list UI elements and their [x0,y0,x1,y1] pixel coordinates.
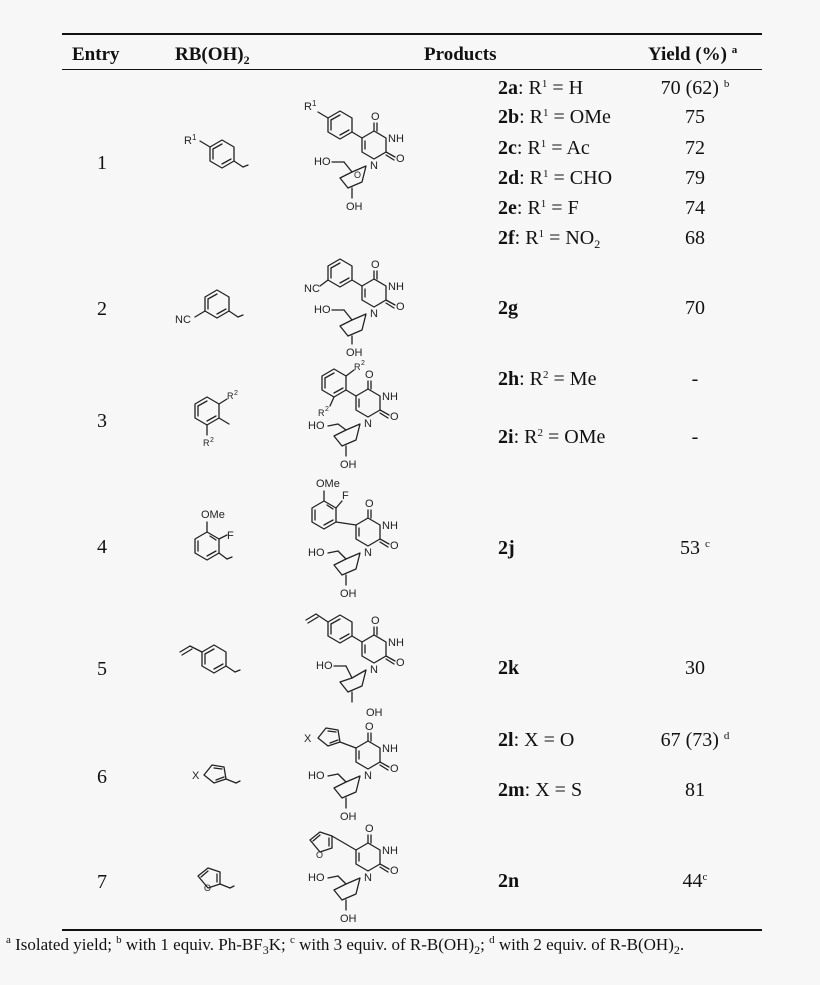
product-label: 2e: $R^1 = F$ [498,197,579,219]
product-structure-5 [300,604,440,724]
label-o: O [354,170,362,180]
yield-value: 68 [685,227,705,249]
label-oh: OH [346,201,363,213]
label-ho: HO [314,304,331,316]
yield-value: - [691,426,699,448]
label-oh: OH [340,913,357,925]
label-r-sup: 2 [361,360,365,367]
reagent-structure-3 [185,390,255,455]
label-nh: NH [388,281,404,293]
label-n: N [364,547,372,559]
label-nh: NH [382,520,398,532]
reagent-structure-5 [170,638,265,688]
label-ho: HO [308,420,325,432]
yield-value: 53 $^c$ [680,537,710,559]
product-label: 2n [498,870,520,892]
yield-value: 79 [685,167,705,189]
product-structure-3 [300,356,440,476]
label-ho: HO [308,770,325,782]
header-reagent-main: RB(OH) [175,44,244,65]
entry-number: 6 [97,766,107,788]
reagent-structure-6 [190,755,260,795]
label-nh: NH [382,845,398,857]
header-yield-note: a [731,44,738,56]
entry-number: 2 [97,298,107,320]
label-ho: HO [308,547,325,559]
label-f: F [342,490,349,502]
label-oh: OH [346,347,363,359]
label-nc: NC [175,314,191,326]
entry-number: 3 [97,410,107,432]
label-o: O [390,411,399,423]
header-reagent [175,42,250,68]
header-yield [648,42,737,68]
yield-value: 30 [685,657,705,679]
reagent-structure-4 [185,506,255,581]
label-ome: OMe [201,509,225,521]
label-o: O [396,657,405,669]
header-reagent-sub: 2 [243,53,250,67]
label-o: O [396,153,405,165]
label-n: N [364,770,372,782]
yield-value: 44$^c$ [682,870,708,892]
label-nh: NH [388,133,404,145]
product-label: 2m: X = S [498,779,583,801]
label-r: R [203,438,210,448]
reagent-structure-2 [175,285,265,335]
label-nh: NH [382,391,398,403]
label-o: O [371,615,380,627]
yield-value: 70 (62) $^b$ [660,77,730,99]
product-structure-4 [300,475,440,605]
label-n: N [370,308,378,320]
label-n: N [370,664,378,676]
label-r: R [184,135,192,147]
table-footnote: $^a$ Isolated yield; $^b$ with 1 equiv. $Ph-BF_3K$; $^c$ with 3 equiv. of $R-B(OH)_2$; $^d$ with 2 equiv. of $R-B(OH)_2$. [6,934,685,957]
product-label: 2l: X = O [498,729,575,751]
label-r-sup: 2 [210,437,214,444]
yield-value: 70 [685,297,705,319]
label-ho: HO [314,156,331,168]
entry-number: 5 [97,658,107,680]
label-ho: HO [308,872,325,884]
reagent-structure-1 [180,135,260,190]
label-r-sup: 1 [192,133,197,142]
yield-value: 74 [685,197,705,219]
entry-number: 1 [97,152,107,174]
yield-value: - [691,368,699,390]
yield-value: 81 [685,779,705,801]
header-rule [62,69,762,70]
label-oh: OH [340,459,357,471]
product-label: 2i: $R^2$ = OMe [498,426,606,448]
product-structure-2 [300,240,440,360]
label-r: R [304,101,312,113]
product-label: 2f: $R^1 = NO_2$ [498,227,601,251]
product-structure-1 [300,98,440,218]
reagent-structure-7 [190,862,260,902]
label-r: R [227,391,234,401]
label-o: O [204,883,212,893]
label-x: X [192,770,200,782]
label-o: O [316,850,324,860]
label-r: R [318,408,325,418]
entry-number: 7 [97,871,107,893]
label-o: O [390,865,399,877]
yield-value: 67 (73) $^d$ [660,729,730,751]
label-x: X [304,733,312,745]
label-nh: NH [382,743,398,755]
label-f: F [227,530,234,542]
label-o: O [390,540,399,552]
label-ome: OMe [316,478,340,490]
product-label: 2j [498,537,515,559]
label-o: O [365,823,374,835]
label-o: O [365,721,374,733]
label-r-sup: 2 [234,390,238,397]
product-label: 2h: $R^2 = Me$ [498,368,597,390]
label-oh: OH [340,588,357,600]
label-oh: OH [340,811,357,823]
yield-value: 72 [685,137,705,159]
label-r: R [354,362,361,372]
label-o: O [371,259,380,271]
product-structure-7 [300,818,440,933]
header-entry: Entry [72,44,120,65]
label-o: O [371,111,380,123]
label-n: N [370,160,378,172]
label-nc: NC [304,283,320,295]
label-o: O [365,498,374,510]
product-label: 2k [498,657,520,679]
label-o: O [390,763,399,775]
label-oh: OH [366,707,383,719]
product-label: 2c: $R^1 = Ac$ [498,137,590,159]
product-label: 2g [498,297,518,319]
label-n: N [364,418,372,430]
label-n: N [364,872,372,884]
label-o: O [365,369,374,381]
top-rule [62,33,762,35]
label-r-sup: 2 [325,406,329,413]
label-r-sup: 1 [312,99,317,108]
label-o: O [396,301,405,313]
entry-number: 4 [97,536,107,558]
product-label: 2d: $R^1$ = CHO [498,167,613,189]
label-ho: HO [316,660,333,672]
yield-value: 75 [685,106,705,128]
product-label: 2a: $R^1 = H$ [498,77,584,99]
label-nh: NH [388,637,404,649]
header-yield-label: Yield (%) [648,44,727,65]
product-structure-6 [300,714,440,829]
product-label: 2b: $R^1$ = OMe [498,106,611,128]
header-products: Products [424,44,497,65]
